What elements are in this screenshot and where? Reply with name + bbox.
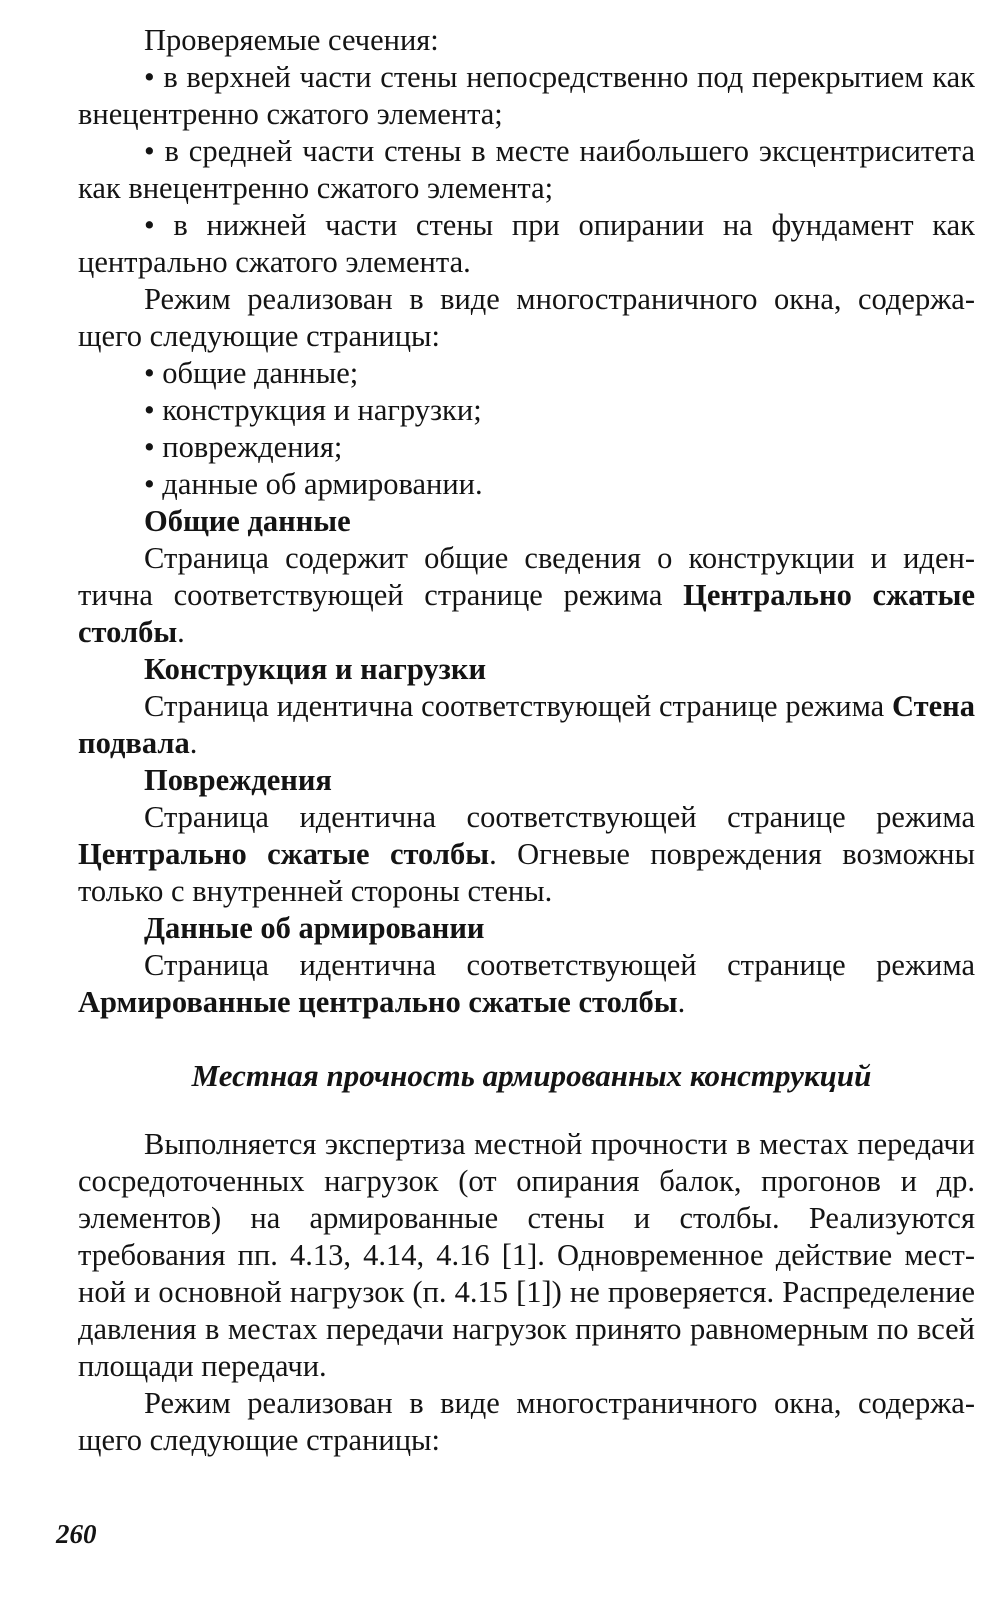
section-paragraph: Выполняется экспертиза местной прочности в местах передачи сосредоточенных нагрузок (от опирания балок, прогонов и др. элементов) на армированные стены и столбы. Реализуются требования пп. 4.13, 4.14, 4.16 [1]. Одновременное действие местной и основной нагрузок (п. 4.15 [1]) не проверяется. Распределение давления в местах передачи нагрузок принято равномерным по всей площади передачи. (78, 1127, 975, 1383)
damage-paragraph (78, 799, 975, 910)
spacer (78, 1021, 975, 1057)
heading-reinforcement: Данные об армировании (144, 911, 485, 945)
damage-ref: Центрально сжатые столбы (78, 837, 490, 871)
general-paragraph (78, 540, 975, 651)
spacer (78, 1094, 975, 1126)
construction-end: . (189, 726, 198, 760)
list-item: • общие данные; (144, 356, 359, 390)
list-item: • конструкция и нагрузки; (144, 393, 482, 427)
section-title: Местная прочность армированных конструкций (191, 1058, 872, 1093)
window-description: Режим реализован в виде многостраничного окна, содержащего следующие страницы: (78, 282, 975, 353)
list-item: • повреждения; (144, 430, 343, 464)
page-body (78, 22, 975, 1459)
list-item: • в нижней части стены при опирании на фундамент как центрально сжатого элемента. (78, 208, 975, 279)
general-ref: Центрально сжатые столбы (78, 578, 975, 649)
page-number: 260 (56, 1519, 97, 1549)
list-item: • данные об армировании. (144, 467, 483, 501)
reinforcement-end: . (677, 985, 686, 1019)
checked-sections-lead: Проверяемые сечения: (144, 23, 439, 57)
construction-ref: Стена подвала (78, 689, 975, 760)
general-text: Страница содержит общие сведения о конструкции и идентична соответствующей странице режима (78, 541, 975, 612)
construction-text: Страница идентична соответствующей странице режима (144, 689, 893, 723)
general-end: . (177, 615, 185, 649)
reinforcement-ref: Армированные центрально сжатые столбы (78, 985, 678, 1019)
damage-text: Страница идентична соответствующей странице режима (144, 800, 975, 834)
heading-damage: Повреждения (144, 763, 332, 797)
reinforcement-paragraph (78, 947, 975, 1021)
section-paragraph: Режим реализован в виде многостраничного окна, содержащего следующие страницы: (78, 1386, 975, 1457)
heading-construction: Конструкция и нагрузки (144, 652, 487, 686)
damage-end: . Огневые повреждения возможны только с внутренней стороны стены. (78, 837, 975, 908)
list-item: • в средней части стены в месте наибольшего эксцентриситета как внецентренно сжатого элемента; (78, 134, 975, 205)
heading-general: Общие данные (144, 504, 351, 538)
list-item: • в верхней части стены непосредственно под перекрытием как внецентренно сжатого элемента; (78, 60, 975, 131)
reinforcement-text: Страница идентична соответствующей странице режима (144, 948, 975, 982)
construction-paragraph (78, 688, 975, 762)
